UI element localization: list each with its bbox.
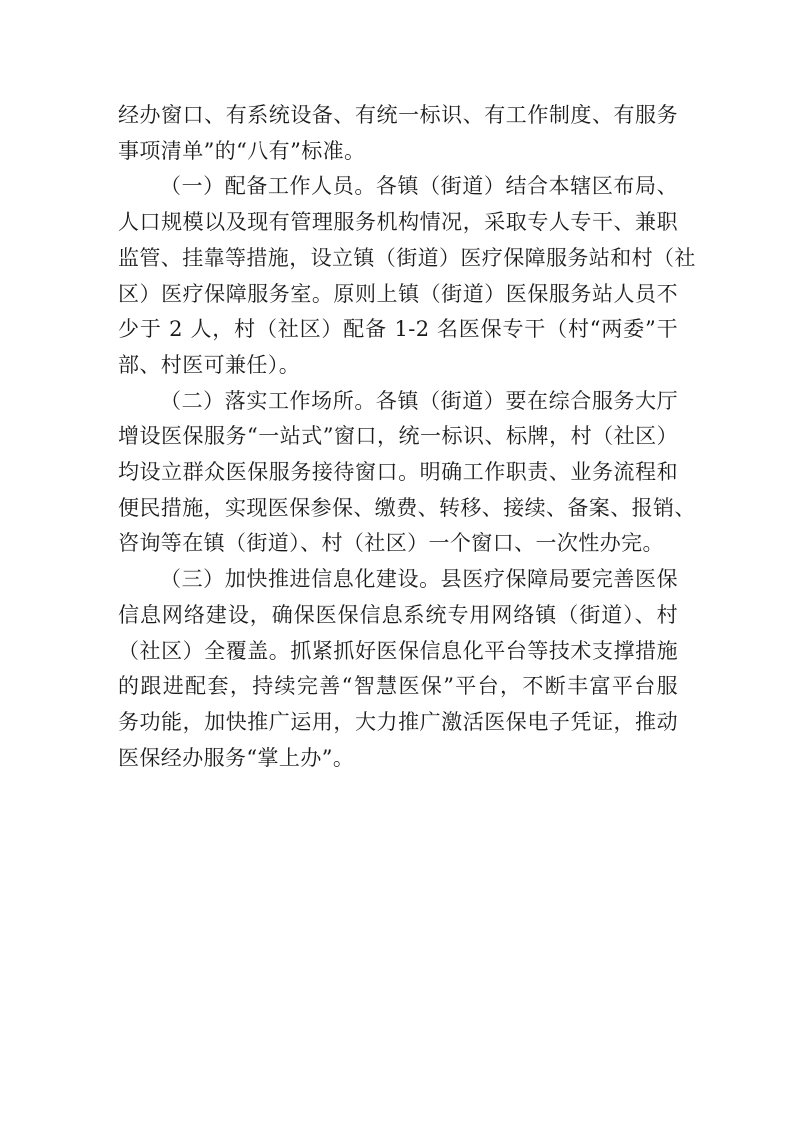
text-line: 事项清单”的“八有”标准。 <box>118 138 366 163</box>
text-line: 务功能，加快推广运用，大力推广激活医保电子凭证，推动 <box>118 709 678 734</box>
text-line: （一）配备工作人员。各镇（街道）结合本辖区布局、 <box>160 174 678 199</box>
text-line: 的跟进配套，持续完善“智慧医保”平台，不断丰富平台服 <box>118 674 678 699</box>
text-line: 部、村医可兼任）。 <box>118 352 301 377</box>
text-line: 人口规模以及现有管理服务机构情况，采取专人专干、兼职 <box>118 210 678 235</box>
text-line: 信息网络建设，确保医保信息系统专用网络镇（街道）、村 <box>118 602 678 627</box>
paragraph-workplace <box>118 384 696 563</box>
text-line: （三）加快推进信息化建设。县医疗保障局要完善医保 <box>160 567 678 592</box>
text-line: 医保经办服务“掌上办”。 <box>118 745 355 770</box>
text-line: 增设医保服务“一站式”窗口，统一标识、标牌，村（社区） <box>118 424 678 449</box>
text-line: 咨询等在镇（街道）、村（社区）一个窗口、一次性办完。 <box>118 531 664 556</box>
text-line: （社区）全覆盖。抓紧抓好医保信息化平台等技术支撑措施 <box>118 638 678 663</box>
paragraph-continuation <box>118 98 678 169</box>
document-body <box>118 98 696 776</box>
text-line: 少于 2 人，村（社区）配备 1-2 名医保专干（村“两委”干 <box>118 317 678 342</box>
text-line: 便民措施，实现医保参保、缴费、转移、接续、备案、报销、 <box>118 495 696 520</box>
text-line: （二）落实工作场所。各镇（街道）要在综合服务大厅 <box>160 388 678 413</box>
text-line: 监管、挂靠等措施，设立镇（街道）医疗保障服务站和村（社 <box>118 245 696 270</box>
paragraph-informatization <box>118 562 678 776</box>
text-line: 经办窗口、有系统设备、有统一标识、有工作制度、有服务 <box>118 103 678 127</box>
text-line: 区）医疗保障服务室。原则上镇（街道）医保服务站人员不 <box>118 281 678 306</box>
paragraph-staffing <box>118 169 696 383</box>
text-line: 均设立群众医保服务接待窗口。明确工作职责、业务流程和 <box>118 460 678 485</box>
